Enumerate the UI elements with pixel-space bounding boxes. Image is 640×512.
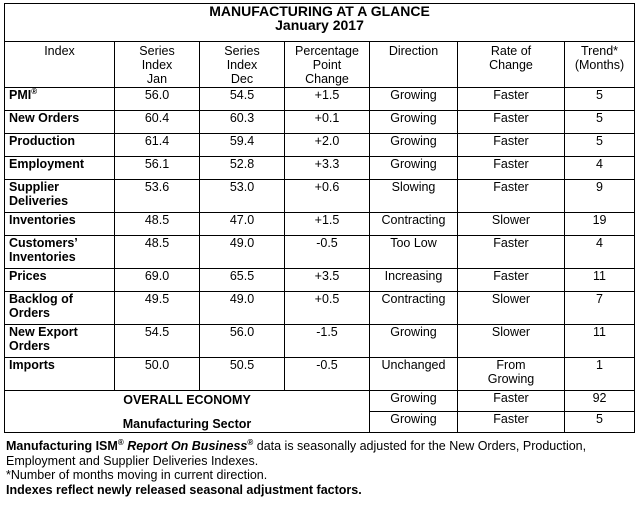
point-change-value: +1.5 [285,88,370,111]
footnote-seasonal: Manufacturing ISM® Report On Business® data is seasonally adjusted for the New Orders, Production, [6,437,587,453]
point-change-value: +0.1 [285,111,370,134]
series-dec-value: 54.5 [200,88,285,111]
index-name: Employment [5,157,115,180]
index-name: Imports [5,358,115,391]
direction-value: Slowing [370,180,458,213]
point-change-value: +0.6 [285,180,370,213]
manufacturing-sector-label: Manufacturing Sector [122,417,252,431]
header-series-jan: Series Index Jan [115,42,200,88]
direction-value: Growing [370,88,458,111]
sector-trend: 5 [565,412,635,433]
trend-value: 1 [565,358,635,391]
index-name: New Orders [5,111,115,134]
direction-value: Growing [370,134,458,157]
table-row [5,269,635,292]
summary-label-cell [5,391,370,433]
header-index: Index [5,42,115,88]
series-jan-value: 60.4 [115,111,200,134]
sector-direction: Growing [370,412,458,433]
point-change-value: +3.3 [285,157,370,180]
table-row [5,157,635,180]
point-change-value: +3.5 [285,269,370,292]
trend-value: 5 [565,88,635,111]
table-row [5,358,635,391]
title-text: MANUFACTURING AT A GLANCE [209,3,430,19]
rate-value: Faster [458,180,565,213]
index-name: Production [5,134,115,157]
series-jan-value: 56.1 [115,157,200,180]
series-dec-value: 56.0 [200,325,285,358]
index-name: Supplier Deliveries [5,180,115,213]
series-jan-value: 61.4 [115,134,200,157]
header-direction: Direction [370,42,458,88]
series-jan-value: 56.0 [115,88,200,111]
series-dec-value: 53.0 [200,180,285,213]
table-row [5,292,635,325]
overall-trend: 92 [565,391,635,412]
index-name: Prices [5,269,115,292]
direction-value: Growing [370,325,458,358]
header-trend: Trend* (Months) [565,42,635,88]
sector-rate: Faster [458,412,565,433]
rate-value: Faster [458,157,565,180]
rate-value: Slower [458,325,565,358]
series-jan-value: 49.5 [115,292,200,325]
direction-value: Too Low [370,236,458,269]
rate-value: Faster [458,236,565,269]
subtitle-text: January 2017 [275,17,364,33]
rate-value: Faster [458,111,565,134]
trend-value: 19 [565,213,635,236]
trend-value: 4 [565,236,635,269]
table-row [5,325,635,358]
point-change-value: +2.0 [285,134,370,157]
trend-value: 4 [565,157,635,180]
overall-direction: Growing [370,391,458,412]
direction-value: Unchanged [370,358,458,391]
header-rate: Rate of Change [458,42,565,88]
header-point-change: Percentage Point Change [285,42,370,88]
series-dec-value: 49.0 [200,292,285,325]
table-row [5,134,635,157]
direction-value: Growing [370,157,458,180]
series-dec-value: 50.5 [200,358,285,391]
rate-value: Faster [458,134,565,157]
series-jan-value: 50.0 [115,358,200,391]
point-change-value: -1.5 [285,325,370,358]
rate-value: Slower [458,292,565,325]
rate-value: Faster [458,88,565,111]
overall-economy-label: OVERALL ECONOMY [123,393,251,407]
series-jan-value: 53.6 [115,180,200,213]
series-dec-value: 59.4 [200,134,285,157]
series-jan-value: 69.0 [115,269,200,292]
footnote-trend: *Number of months moving in current direction. [6,468,268,482]
point-change-value: +0.5 [285,292,370,325]
header-row [5,42,635,88]
point-change-value: -0.5 [285,358,370,391]
trend-value: 5 [565,111,635,134]
trend-value: 7 [565,292,635,325]
point-change-value: +1.5 [285,213,370,236]
point-change-value: -0.5 [285,236,370,269]
table-row [5,88,635,111]
index-name: Customers’ Inventories [5,236,115,269]
series-dec-value: 52.8 [200,157,285,180]
overall-economy-row [5,391,635,412]
direction-value: Contracting [370,292,458,325]
rate-value: Faster [458,269,565,292]
index-name: PMI® [5,88,115,111]
footnotes [6,439,636,497]
series-dec-value: 49.0 [200,236,285,269]
overall-rate: Faster [458,391,565,412]
table-title [5,4,635,42]
rate-value: From Growing [458,358,565,391]
series-jan-value: 48.5 [115,236,200,269]
footnote-indexes: Employment and Supplier Deliveries Indexes. [6,453,259,468]
trend-value: 5 [565,134,635,157]
table-row [5,180,635,213]
trend-value: 11 [565,325,635,358]
direction-value: Growing [370,111,458,134]
header-series-dec: Series Index Dec [200,42,285,88]
index-name: New Export Orders [5,325,115,358]
index-name: Backlog of Orders [5,292,115,325]
direction-value: Increasing [370,269,458,292]
series-jan-value: 54.5 [115,325,200,358]
series-dec-value: 47.0 [200,213,285,236]
series-dec-value: 60.3 [200,111,285,134]
trend-value: 11 [565,269,635,292]
footnote-factors: Indexes reflect newly released seasonal adjustment factors. [6,482,362,497]
table-row [5,213,635,236]
series-dec-value: 65.5 [200,269,285,292]
index-name: Inventories [5,213,115,236]
direction-value: Contracting [370,213,458,236]
rate-value: Slower [458,213,565,236]
table-row [5,236,635,269]
table-row [5,111,635,134]
series-jan-value: 48.5 [115,213,200,236]
manufacturing-table [4,3,635,433]
trend-value: 9 [565,180,635,213]
